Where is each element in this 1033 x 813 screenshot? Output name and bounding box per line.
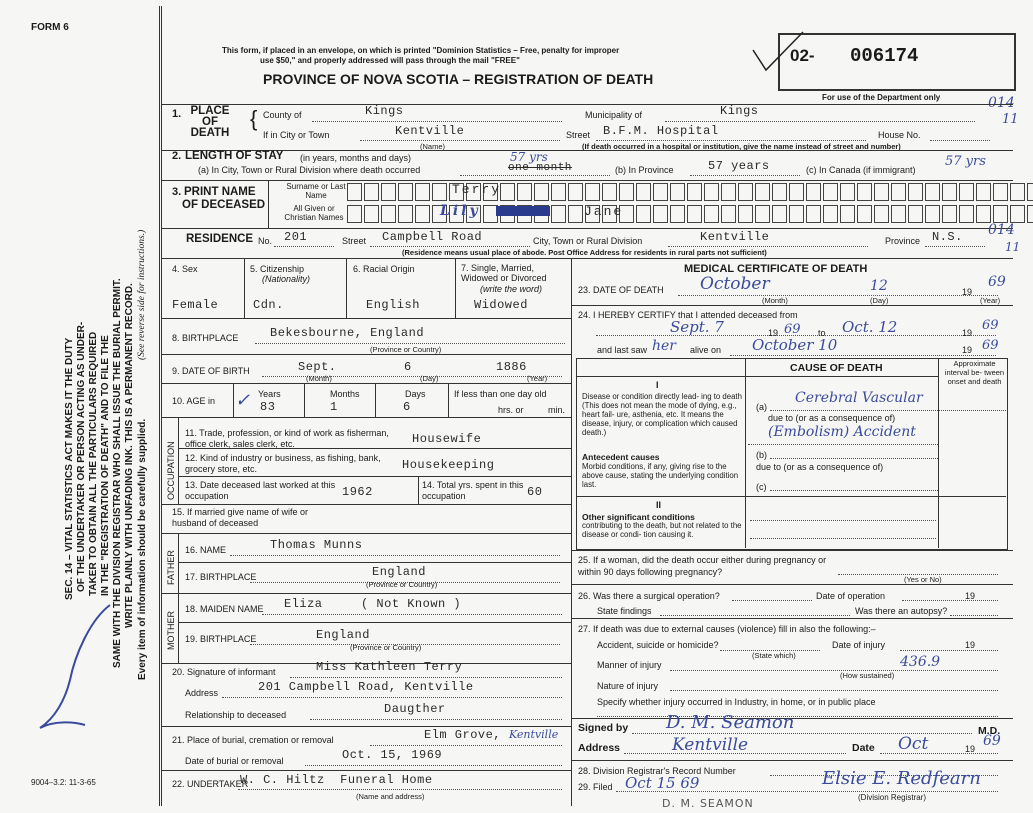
s11-value: Housewife bbox=[412, 432, 482, 446]
side-text-line-4: IN THE "REGISTRATION OF DEATH" AND TO FILE THE bbox=[100, 335, 111, 596]
cause-a-value: Cerebral Vascular bbox=[795, 390, 923, 406]
s24-to-year: 69 bbox=[982, 318, 999, 333]
s13-label: 13. Date deceased last worked at this occupation bbox=[185, 480, 336, 501]
md-label: M.D. bbox=[978, 725, 1001, 737]
s7-label: 7. Single, Married, Widowed or Divorced bbox=[461, 263, 547, 283]
s8-label: 8. BIRTHPLACE bbox=[172, 333, 239, 343]
s17-label: 17. BIRTHPLACE bbox=[185, 572, 257, 582]
brace-icon: { bbox=[250, 106, 258, 131]
s21-value: Elm Grove, bbox=[424, 728, 502, 742]
s1-label: PLACE OF DEATH bbox=[190, 105, 230, 139]
s18-label: 18. MAIDEN NAME bbox=[185, 604, 264, 614]
s29-label: 29. Filed bbox=[578, 782, 613, 792]
s26-19: 19 bbox=[965, 591, 976, 601]
s28-label: 28. Division Registrar's Record Number bbox=[578, 766, 736, 776]
s9-label: 9. DATE OF BIRTH bbox=[172, 366, 250, 376]
street-value: B.F.M. Hospital bbox=[603, 124, 719, 138]
s14-label: 14. Total yrs. spent in this occupation bbox=[422, 480, 524, 501]
s20-value: Miss Kathleen Terry bbox=[316, 660, 463, 674]
s10-months-label: Months bbox=[330, 389, 360, 399]
redaction-scribble bbox=[496, 206, 550, 216]
s23-year: 69 bbox=[988, 274, 1006, 290]
father-label: FATHER bbox=[166, 550, 176, 585]
s23-year-label: (Year) bbox=[980, 296, 1001, 305]
antecedent-label: Antecedent causes bbox=[582, 452, 660, 462]
s2c-value: 57 yrs bbox=[945, 154, 986, 169]
side-text-line-2: OF THE UNDERTAKER OR PERSON ACTING AS UNDER- bbox=[76, 321, 87, 592]
s20-label: 20. Signature of informant bbox=[172, 667, 276, 677]
printed-signer-name: D. M. SEAMON bbox=[662, 797, 754, 810]
s19-sub: (Province or Country) bbox=[350, 643, 422, 652]
s7-value: Widowed bbox=[474, 298, 528, 312]
residence-label: RESIDENCE bbox=[186, 233, 254, 245]
surname-cells bbox=[347, 183, 1033, 201]
s27-label: 27. If death was due to external causes (violence) fill in also the following:– bbox=[578, 624, 876, 634]
s26-label: 26. Was there a surgical operation? bbox=[578, 591, 720, 601]
s19-value: England bbox=[316, 628, 370, 642]
handwritten-mark-icon bbox=[30, 600, 120, 735]
given-handwritten: Lily bbox=[440, 203, 481, 219]
s26-date-label: Date of operation bbox=[816, 591, 886, 601]
residence-province: N.S. bbox=[932, 230, 963, 244]
s9-day: 6 bbox=[404, 360, 412, 374]
side-text-instructions: (See reverse side for instructions.) bbox=[137, 229, 147, 360]
s24-19b: 19 bbox=[962, 328, 973, 338]
s9-month-label: (Month) bbox=[306, 374, 332, 383]
signed-by-value: D. M. Seamon bbox=[666, 712, 795, 733]
s10-days: 6 bbox=[403, 400, 411, 414]
s27-manner-label: Manner of injury bbox=[597, 660, 662, 670]
s25-label: 25. If a woman, did the death occur either during pregnancy or within 90 days following pregnancy? bbox=[578, 555, 827, 577]
signed-by-label: Signed by bbox=[578, 722, 629, 734]
other-conditions-label: Other significant conditions bbox=[582, 512, 695, 522]
s17-value: England bbox=[372, 565, 426, 579]
interval-label: Approximate interval be- tween onset and death bbox=[944, 359, 1005, 386]
s24-to-label: to bbox=[818, 328, 826, 338]
s10-years: 83 bbox=[260, 400, 276, 414]
cause-c-label: (c) bbox=[756, 482, 767, 492]
print-code: 9004–3.2: 11-3-65 bbox=[31, 778, 96, 787]
s10-less-than-label: If less than one day old bbox=[454, 389, 547, 399]
s9-year: 1886 bbox=[496, 360, 527, 374]
s24-19a: 19 bbox=[768, 328, 779, 338]
surname-value: Terry bbox=[452, 182, 502, 197]
s18-value: Eliza ( Not Known ) bbox=[284, 597, 462, 611]
s20-address-label: Address bbox=[185, 688, 219, 698]
municipality-value: Kings bbox=[720, 104, 759, 118]
address-value: Kentville bbox=[672, 735, 749, 755]
s25-sub: (Yes or No) bbox=[904, 575, 942, 584]
due-b-label: due to (or as a consequence of) bbox=[756, 462, 884, 472]
s23-day: 12 bbox=[870, 278, 888, 294]
city-value: Kentville bbox=[395, 124, 465, 138]
registration-number: 006174 bbox=[850, 45, 919, 67]
s21-date-label: Date of burial or removal bbox=[185, 756, 284, 766]
s27-accident-label: Accident, suicide or homicide? bbox=[597, 640, 719, 650]
date-year: 69 bbox=[983, 733, 1001, 749]
s29-registrar: Elsie E. Redfearn bbox=[822, 768, 981, 789]
s24-19c: 19 bbox=[962, 345, 973, 355]
s20-relationship-label: Relationship to deceased bbox=[185, 710, 287, 720]
s19-label: 19. BIRTHPLACE bbox=[185, 634, 257, 644]
s10-hrs-label: hrs. or bbox=[498, 405, 524, 415]
s5-label: 5. Citizenship bbox=[250, 264, 305, 274]
residence-note: (Residence means usual place of abode. Post Office Address for residents in rural parts not sufficient) bbox=[402, 248, 767, 257]
s20-relationship: Daugther bbox=[384, 702, 446, 716]
s2b-value: 57 years bbox=[708, 159, 770, 173]
s24-last-saw-label: and last saw bbox=[597, 345, 648, 355]
s2b-label: (b) In Province bbox=[615, 165, 674, 175]
s3-num: 3. bbox=[172, 186, 182, 198]
s6-label: 6. Racial Origin bbox=[353, 264, 415, 274]
surname-label: Surname or Last Name bbox=[286, 182, 346, 200]
s17-sub: (Province or Country) bbox=[366, 580, 438, 589]
s22-label: 22. UNDERTAKER bbox=[172, 779, 249, 789]
s12-value: Housekeeping bbox=[402, 458, 495, 472]
s24-from-year: 69 bbox=[784, 322, 801, 337]
s15-label: 15. If married give name of wife or husband of deceased bbox=[172, 507, 309, 528]
residence-city: Kentville bbox=[700, 230, 770, 244]
s7-sub: (write the word) bbox=[480, 284, 543, 294]
s2-num: 2. bbox=[172, 150, 182, 162]
s22-sub: (Name and address) bbox=[356, 792, 425, 801]
residence-province-label: Province bbox=[885, 236, 921, 246]
s4-label: 4. Sex bbox=[172, 264, 198, 274]
residence-no: 201 bbox=[284, 230, 308, 244]
s2a-value: 57 yrs bbox=[510, 150, 548, 164]
s10-days-label: Days bbox=[405, 389, 426, 399]
s29-sub: (Division Registrar) bbox=[858, 793, 927, 802]
s23-month-label: (Month) bbox=[762, 296, 788, 305]
s3-label-2: OF DECEASED bbox=[182, 199, 266, 211]
s23-day-label: (Day) bbox=[870, 296, 889, 305]
s26-findings-label: State findings bbox=[597, 606, 652, 616]
s27-accident-sub: (State which) bbox=[752, 651, 796, 660]
s2c-label: (c) In Canada (if immigrant) bbox=[806, 165, 916, 175]
s27-manner-value: 436.9 bbox=[900, 654, 941, 670]
address-label: Address bbox=[578, 742, 621, 754]
hospital-note: (If death occurred in a hospital or institution, give the name instead of street and number) bbox=[582, 142, 901, 151]
s9-day-label: (Day) bbox=[420, 374, 439, 383]
s20-address: 201 Campbell Road, Kentville bbox=[258, 680, 474, 694]
s27-date-label: Date of injury bbox=[832, 640, 886, 650]
s26-autopsy-label: Was there an autopsy? bbox=[855, 606, 948, 616]
s27-19: 19 bbox=[965, 640, 976, 650]
check-mark-icon bbox=[748, 30, 808, 75]
side-text-line-3: TAKER TO OBTAIN ALL THE PARTICULARS REQUIRED bbox=[88, 331, 99, 596]
date-19: 19 bbox=[965, 744, 976, 754]
municipality-label: Municipality of bbox=[585, 110, 643, 120]
city-label: If in City or Town bbox=[263, 130, 330, 140]
s6-value: English bbox=[366, 298, 420, 312]
date-label: Date bbox=[852, 742, 875, 754]
residence-city-label: City, Town or Rural Division bbox=[533, 236, 643, 246]
residence-street: Campbell Road bbox=[382, 230, 483, 244]
county-label: County of bbox=[263, 110, 302, 120]
house-no-label: House No. bbox=[878, 130, 921, 140]
residence-code-2: 11 bbox=[1005, 240, 1021, 254]
s21-label: 21. Place of burial, cremation or removal bbox=[172, 735, 334, 745]
cause-b-label: (b) bbox=[756, 450, 767, 460]
county-value: Kings bbox=[365, 104, 404, 118]
s27-where-label: Specify whether injury occurred in Industry, in home, or in public place bbox=[597, 697, 876, 707]
occupation-label: OCCUPATION bbox=[166, 441, 176, 500]
s9-year-label: (Year) bbox=[527, 374, 548, 383]
antecedent-sub: Morbid conditions, if any, giving rise to the above cause, stating the underlying condition last. bbox=[582, 462, 739, 489]
residence-street-label: Street bbox=[342, 236, 367, 246]
mother-label: MOTHER bbox=[166, 611, 176, 650]
s2a-struck: one month bbox=[508, 162, 572, 174]
s22-value: W. C. Hiltz Funeral Home bbox=[240, 773, 433, 787]
s11-label: 11. Trade, profession, or kind of work as fisherman, office clerk, sales clerk, etc. bbox=[185, 428, 389, 449]
s10-months: 1 bbox=[330, 400, 338, 414]
s8-sub: (Province or Country) bbox=[370, 345, 442, 354]
s2a-label: (a) In City, Town or Rural Division where death occurred bbox=[198, 165, 421, 175]
s24-last-saw-her: her bbox=[652, 338, 676, 354]
s10-label: 10. AGE in bbox=[172, 396, 216, 406]
s23-year-prefix: 19 bbox=[962, 287, 973, 297]
form-code: FORM 6 bbox=[31, 22, 69, 33]
age-check-mark: ✓ bbox=[235, 390, 251, 411]
dept-code-2: 11 bbox=[1002, 112, 1019, 127]
residence-no-label: No. bbox=[258, 236, 273, 246]
given-label: All Given or Christian Names bbox=[284, 204, 344, 222]
side-text-line-7: Every item of information should be carefully supplied. bbox=[137, 418, 148, 680]
section-II-label: II bbox=[656, 500, 662, 510]
s5-sub: (Nationality) bbox=[262, 274, 311, 284]
s12-label: 12. Kind of industry or business, as fishing, bank, grocery store, etc. bbox=[185, 453, 381, 474]
s24-label: 24. I HEREBY CERTIFY that I attended deceased from bbox=[578, 310, 798, 320]
s24-alive-label: alive on bbox=[690, 345, 722, 355]
envelope-note-1: This form, if placed in an envelope, on which is printed "Dominion Statistics – Free, penalty for improper bbox=[222, 46, 620, 55]
section-I-label: I bbox=[656, 380, 659, 390]
page-title: PROVINCE OF NOVA SCOTIA – REGISTRATION OF DEATH bbox=[263, 71, 654, 87]
s21-value-hand: Kentville bbox=[509, 728, 559, 741]
s3-label-1: PRINT NAME bbox=[184, 186, 256, 198]
cause-a-label: (a) bbox=[756, 402, 767, 412]
direct-cause-label: Disease or condition directly lead- ing to death (This does not mean the mode of dying, e.g., heart fail- ure, asthenia, etc. It means the disease, injury, or complication which caused death.) bbox=[582, 392, 742, 437]
s8-value: Bekesbourne, England bbox=[270, 326, 425, 340]
s29-value: Oct 15 69 bbox=[625, 774, 700, 792]
due-a-value: (Embolism) Accident bbox=[768, 424, 916, 440]
s10-min-label: min. bbox=[548, 405, 566, 415]
s24-to: Oct. 12 bbox=[842, 318, 898, 336]
s27-manner-sub: (How sustained) bbox=[840, 671, 895, 680]
side-text-line-1: SEC. 14 – VITAL STATISTICS ACT MAKES IT THE DUTY bbox=[64, 337, 75, 600]
s2-label: LENGTH OF STAY bbox=[185, 150, 284, 162]
other-conditions-sub: contributing to the death, but not related to the disease or condi- tion causing it. bbox=[582, 521, 742, 539]
s4-value: Female bbox=[172, 298, 219, 312]
s5-value: Cdn. bbox=[253, 298, 284, 312]
registration-prefix: 02- bbox=[790, 46, 815, 65]
s16-label: 16. NAME bbox=[185, 545, 227, 555]
s21-date: Oct. 15, 1969 bbox=[342, 748, 443, 762]
date-value: Oct bbox=[898, 734, 929, 754]
given-typed: Jane bbox=[584, 204, 624, 219]
s24-from: Sept. 7 bbox=[670, 318, 724, 336]
s16-value: Thomas Munns bbox=[270, 538, 363, 552]
side-text-line-5: SAME WITH THE DIVISION REGISTRAR WHO SHALL ISSUE THE BURIAL PERMIT. bbox=[112, 278, 123, 668]
dept-code-1: 014 bbox=[988, 95, 1015, 111]
s1-num: 1. bbox=[172, 108, 182, 120]
s14-value: 60 bbox=[527, 485, 543, 499]
street-label: Street bbox=[566, 130, 591, 140]
s23-month: October bbox=[700, 274, 770, 294]
cause-title: CAUSE OF DEATH bbox=[790, 362, 883, 374]
s24-alive-year: 69 bbox=[982, 338, 999, 353]
side-text-line-6: WRITE PLAINLY WITH UNFADING INK. THIS IS A PERMANENT RECORD. bbox=[124, 283, 135, 628]
s10-years-label: Years bbox=[258, 389, 281, 399]
due-a-label: due to (or as a consequence of) bbox=[768, 413, 896, 423]
s13-value: 1962 bbox=[342, 485, 373, 499]
s24-alive: October 10 bbox=[752, 336, 838, 354]
s23-label: 23. DATE OF DEATH bbox=[578, 285, 664, 295]
medical-title: MEDICAL CERTIFICATE OF DEATH bbox=[684, 263, 868, 275]
city-name-note: (Name) bbox=[420, 142, 446, 151]
s2-units-note: (in years, months and days) bbox=[300, 153, 412, 163]
envelope-note-2: use $50," and properly addressed will pass through the mail "FREE" bbox=[260, 56, 520, 65]
residence-code-1: 014 bbox=[988, 222, 1015, 238]
s27-nature-label: Nature of injury bbox=[597, 681, 659, 691]
s9-month: Sept. bbox=[298, 360, 337, 374]
dept-use-label: For use of the Department only bbox=[822, 93, 941, 102]
